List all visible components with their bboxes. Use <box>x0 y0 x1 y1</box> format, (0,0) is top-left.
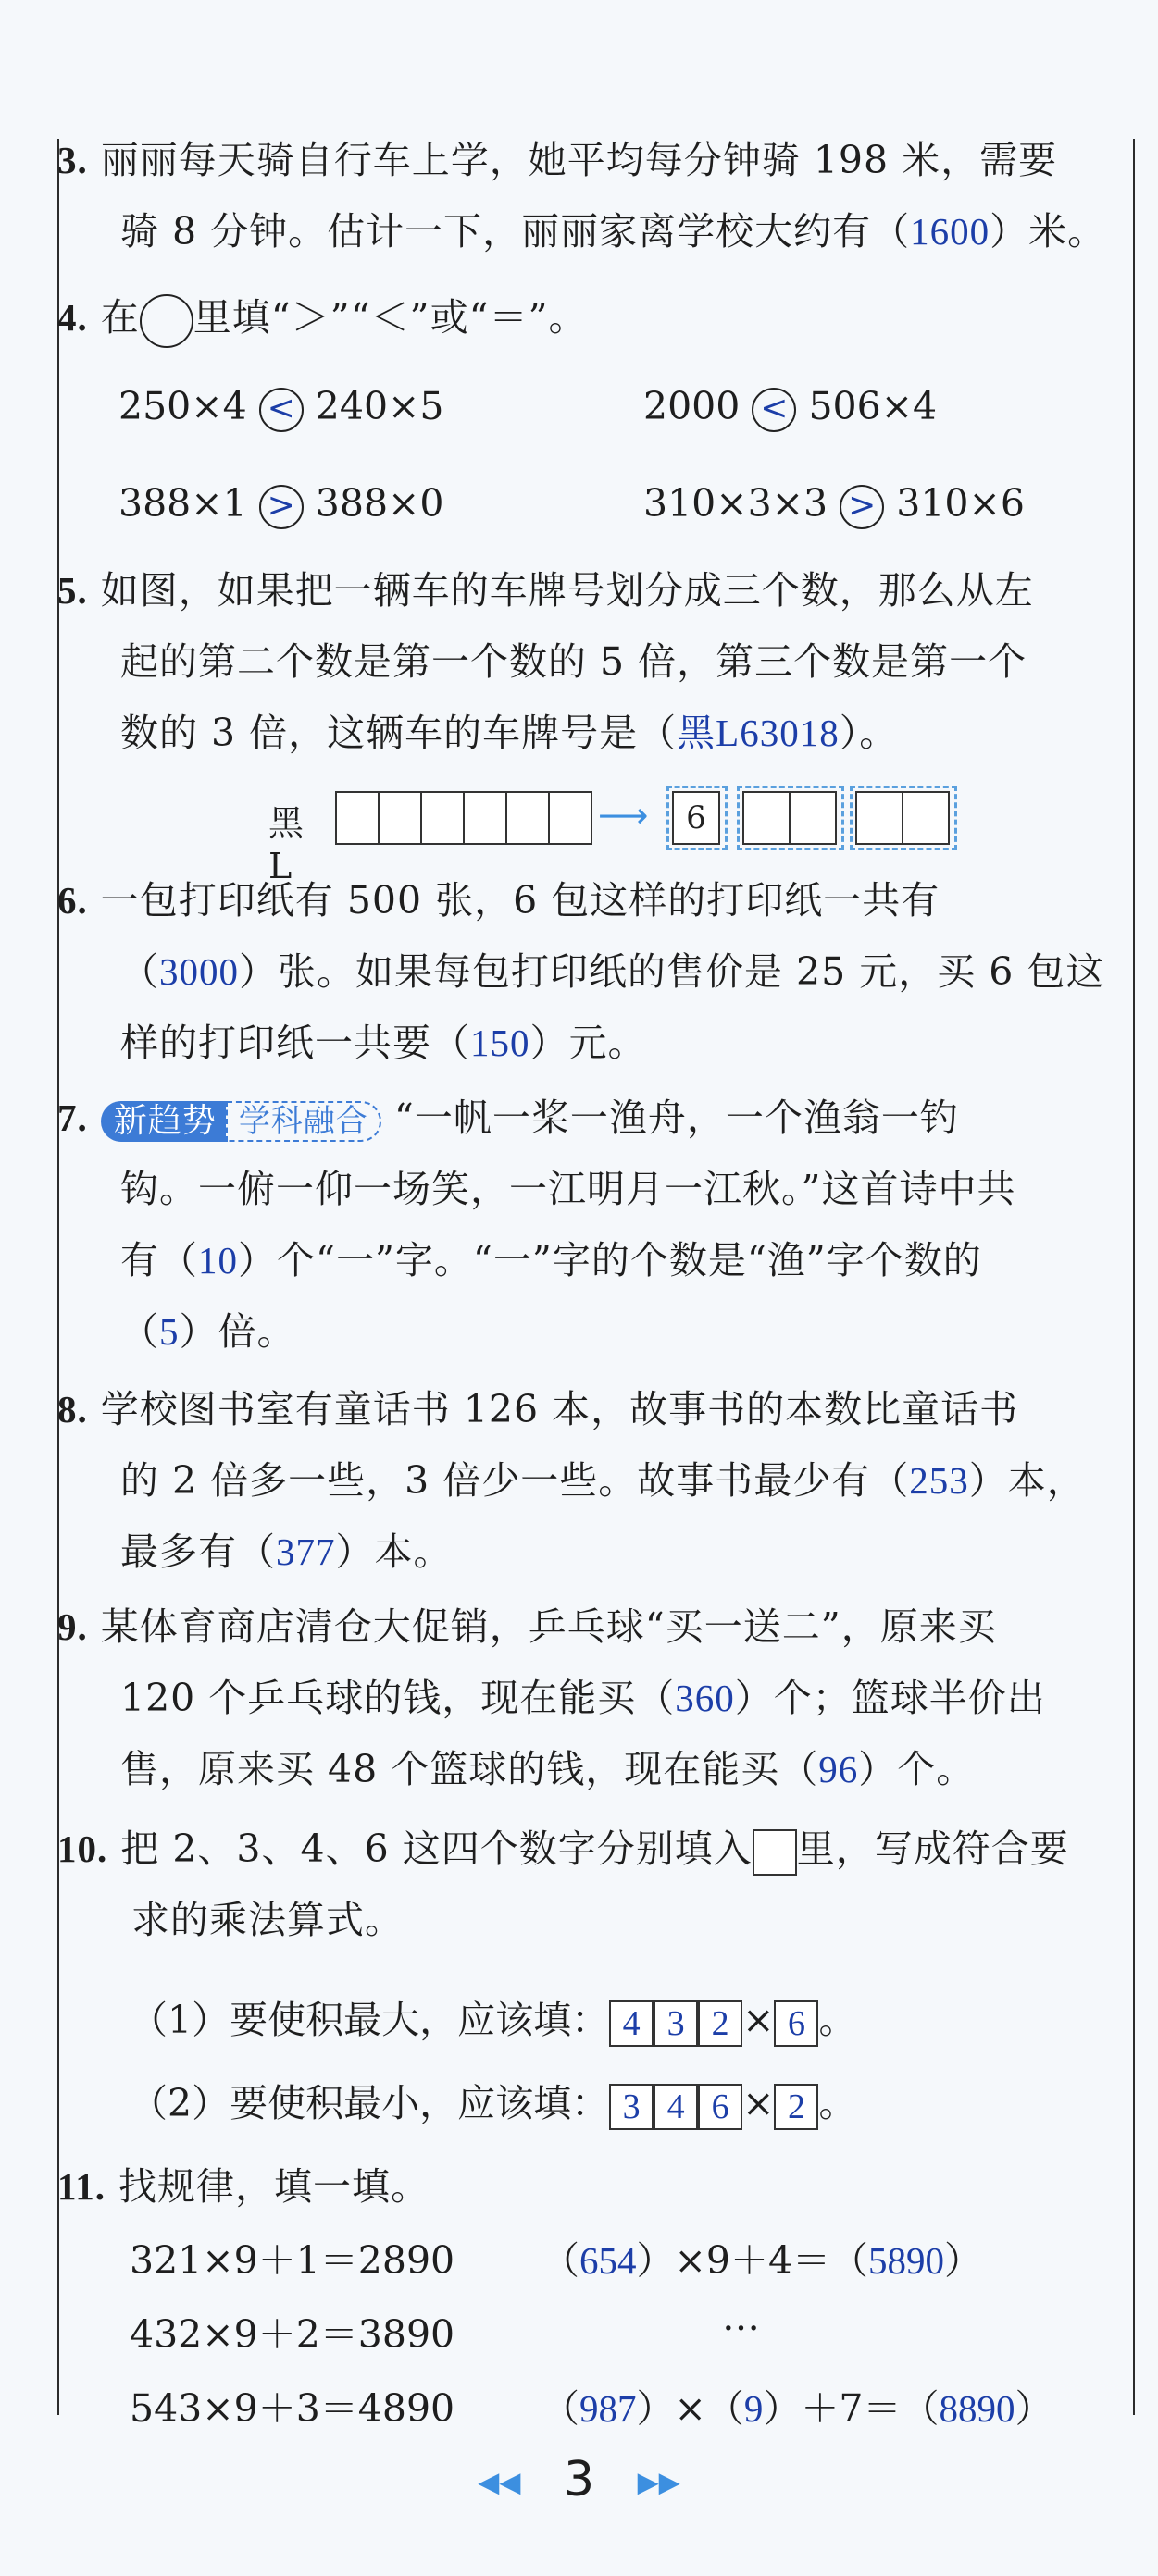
plate-cell <box>463 791 507 845</box>
page-footer <box>0 2452 1158 2508</box>
answer: 8890 <box>939 2387 1015 2430</box>
question-text: 数的 3 倍，这辆车的车牌号是（ <box>120 711 678 755</box>
compare-answer: > <box>259 485 304 529</box>
question-3 <box>57 125 1131 267</box>
question-10: 10. 把 2、3、4、6 这四个数字分别填入 里，写成符合要 求的乘法算式。 <box>57 1814 1131 1956</box>
answer: 150 <box>470 1022 530 1064</box>
question-text: 起的第二个数是第一个数的 5 倍，第三个数是第一个 <box>120 639 1027 684</box>
answer: 253 <box>909 1459 969 1502</box>
new-trend-tag: 新趋势 <box>101 1101 226 1142</box>
plate-cell <box>505 791 550 845</box>
pattern-equation: 321×9＋1＝2890 <box>130 2238 455 2283</box>
question-text: 丽丽每天骑自行车上学，她平均每分钟骑 198 米，需要 <box>100 138 1058 182</box>
question-number: 10. <box>57 1827 108 1870</box>
question-number: 3. <box>57 139 88 181</box>
answer: 96 <box>818 1748 859 1790</box>
compare-item: 250×4 < 240×5 <box>118 384 444 432</box>
plate-cell <box>378 791 422 845</box>
answer: 5890 <box>868 2239 945 2282</box>
plate-cell <box>420 791 465 845</box>
question-text: 一包打印纸有 500 张，6 包这样的打印纸一共有 <box>100 878 940 923</box>
compare-answer: > <box>840 485 884 529</box>
plate-cell <box>742 791 791 845</box>
compare-item: 310×3×3 > 310×6 <box>643 481 1025 529</box>
q10-sub2: （2）要使积最小，应该填： 3 4 6 × 2 。 <box>130 2073 856 2130</box>
digit-box: 6 <box>698 2084 742 2130</box>
q10-sub1: （1）要使积最大，应该填： 4 3 2 × 6 。 <box>130 1989 856 2047</box>
question-9: 9. 某体育商店清仓大促销，乒乓球“买一送二”，原来买 120 个乒乓球的钱，现在能买（360）个；篮球半价出 售，原来买 48 个篮球的钱，现在能买（96）个。 <box>57 1591 1131 1805</box>
compare-item: 388×1 > 388×0 <box>118 481 444 529</box>
plate-cell <box>789 791 837 845</box>
plate-cell <box>855 791 903 845</box>
pattern-equation: 432×9＋2＝3890 <box>130 2312 455 2357</box>
question-number: 9. <box>57 1605 88 1648</box>
question-number: 11. <box>57 2165 106 2208</box>
question-text: 骑 8 分钟。估计一下，丽丽家离学校大约有（ <box>120 209 911 254</box>
previous-page-icon[interactable]: ◀◀ <box>478 2466 521 2499</box>
digit-box: 4 <box>654 2084 698 2130</box>
plate-cell <box>548 791 592 845</box>
answer: 987 <box>579 2387 637 2430</box>
answer: 377 <box>276 1530 336 1573</box>
answer: 10 <box>198 1239 238 1282</box>
question-number: 5. <box>57 569 88 612</box>
question-7: 7. 新趋势 学科融合 “一帆一桨一渔舟，一个渔翁一钓 钩。一俯一仰一场笑，一江明月一江秋。”这首诗中共 有（10）个“一”字。“一”字的个数是“渔”字个数的 （5）倍。 <box>57 1083 1131 1368</box>
question-text: 如图，如果把一辆车的车牌号划分成三个数，那么从左 <box>100 568 1034 613</box>
question-5 <box>57 555 1131 769</box>
digit-box: 2 <box>774 2084 818 2130</box>
plate-digit: 6 <box>672 791 720 845</box>
digit-box: 6 <box>774 2000 818 2047</box>
digit-box: 2 <box>698 2000 742 2047</box>
digit-box: 3 <box>609 2084 654 2130</box>
question-text: 在 <box>100 295 140 340</box>
answer: 9 <box>743 2387 764 2430</box>
question-text: 里填“＞”“＜”或“＝”。 <box>193 295 588 340</box>
ellipsis: … <box>722 2295 760 2339</box>
digit-box: 3 <box>654 2000 698 2047</box>
compare-item: 2000 < 506×4 <box>643 384 937 432</box>
subject-tag: 学科融合 <box>226 1101 381 1142</box>
answer: 1600 <box>910 210 990 253</box>
answer: 360 <box>675 1677 735 1719</box>
question-number: 6. <box>57 879 88 922</box>
question-8: 8. 学校图书室有童话书 126 本，故事书的本数比童话书 的 2 倍多一些，3 倍少一些。故事书最少有（253）本， 最多有（377）本。 <box>57 1374 1131 1588</box>
question-text: 求的乘法算式。 <box>131 1898 404 1942</box>
question-number: 7. <box>57 1096 88 1139</box>
empty-circle-icon <box>140 294 193 348</box>
compare-answer: < <box>752 388 796 432</box>
answer: 5 <box>159 1310 180 1353</box>
pattern-answer-1: （654）×9＋4＝（5890） <box>542 2238 983 2283</box>
answer: 654 <box>579 2239 637 2282</box>
arrow-right-icon: ⟶ <box>598 795 649 836</box>
empty-box-icon <box>753 1829 797 1876</box>
next-page-icon[interactable]: ▶▶ <box>637 2466 680 2499</box>
plate-prefix: 黑L <box>268 803 305 886</box>
answer: 3000 <box>159 950 239 993</box>
question-11: 11. 找规律，填一填。 <box>57 2151 1131 2223</box>
pattern-equation: 543×9＋3＝4890 <box>130 2386 455 2431</box>
question-text: ）。 <box>839 711 899 755</box>
pattern-answer-3: （987）×（9）＋7＝（8890） <box>542 2386 1053 2431</box>
digit-box: 4 <box>609 2000 654 2047</box>
question-number: 4. <box>57 296 88 339</box>
compare-answer: < <box>259 388 304 432</box>
question-number: 8. <box>57 1388 88 1430</box>
plate-cell <box>335 791 380 845</box>
question-6: 6. 一包打印纸有 500 张，6 包这样的打印纸一共有 （3000）张。如果每包打印纸的售价是 25 元，买 6 包这 样的打印纸一共要（150）元。 <box>57 865 1131 1079</box>
answer: 黑L63018 <box>677 712 840 754</box>
plate-cell <box>902 791 950 845</box>
question-4 <box>57 282 1131 353</box>
question-text: 钩。一俯一仰一场笑，一江明月一江秋。”这首诗中共 <box>120 1167 1016 1211</box>
page-number: 3 <box>563 2452 595 2508</box>
question-text: ）米。 <box>990 209 1107 254</box>
